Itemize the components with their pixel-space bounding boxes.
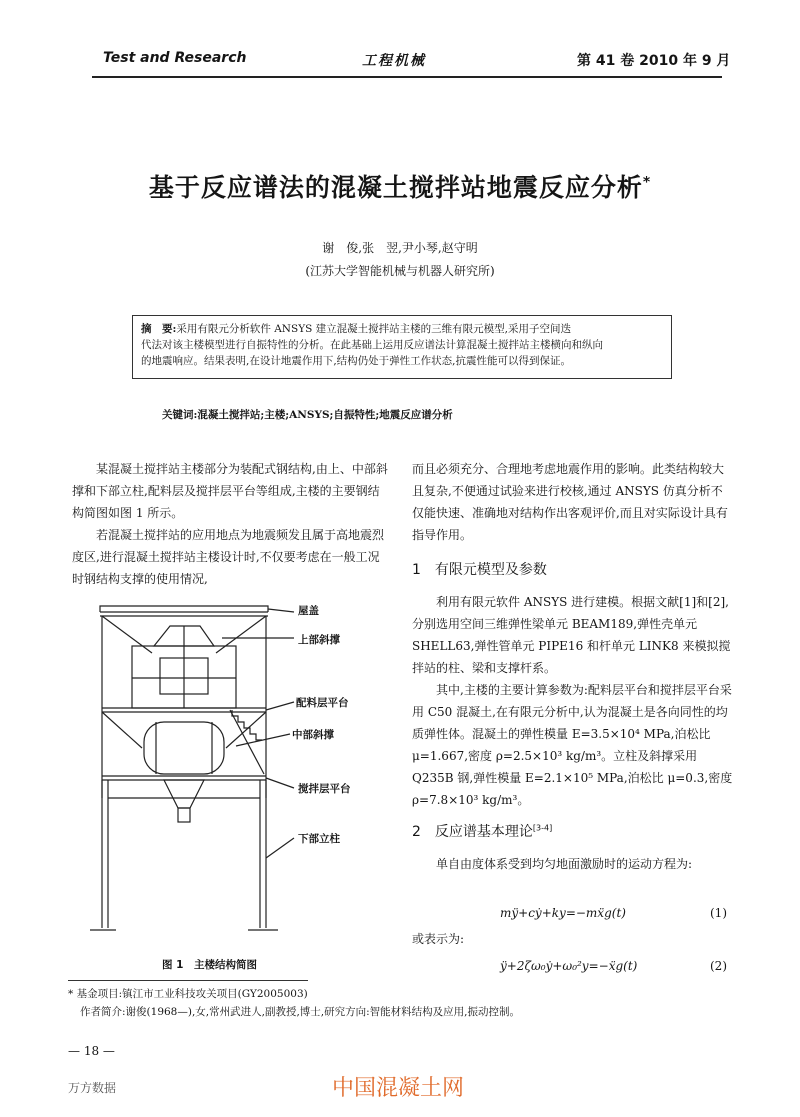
equation-1: mÿ+cẏ+ky=−mẍg(t) <box>500 906 626 920</box>
section-heading-1: 1 有限元模型及参数 <box>412 562 547 578</box>
watermark-wanfang: 万方数据 <box>68 1081 117 1095</box>
equation-2: ÿ+2ζω₀ẏ+ω₀²y=−ẍg(t) <box>500 959 638 973</box>
abstract-label: 摘 要: <box>141 323 177 335</box>
figure-caption: 图 1 主楼结构简图 <box>162 959 257 971</box>
paper-title <box>0 168 800 204</box>
footnote-funding: * 基金项目:镇江市工业科技攻关项目(GY2005003) <box>68 988 308 1000</box>
abstract-text-1: 采用有限元分析软件 ANSYS 建立混凝土搅拌站主楼的三维有限元模型,采用子空间迭 <box>176 323 571 335</box>
figure-callout-mixing-platform: 搅拌层平台 <box>298 783 351 795</box>
header-journal-name: 工程机械 <box>362 53 426 69</box>
watermark-concrete-net: 中国混凝土网 <box>332 1076 465 1101</box>
affiliation: (江苏大学智能机械与机器人研究所) <box>305 264 495 278</box>
footnote-author: 作者简介:谢俊(1968—),女,常州武进人,副教授,博士,研究方向:智能材料结构及应用,振动控制。 <box>80 1006 521 1018</box>
abstract-line-1 <box>141 321 663 337</box>
abstract-line-3: 的地震响应。结果表明,在设计地震作用下,结构仍处于弹性工作状态,抗震性能可以得到保证。 <box>141 355 572 367</box>
keywords-label: 关键词: <box>162 409 198 421</box>
figure-callout-upper-brace: 上部斜撑 <box>298 634 340 646</box>
page-number: — 18 — <box>68 1044 115 1058</box>
paragraph: 利用有限元软件 ANSYS 进行建模。根据文献[1]和[2],分别选用空间三维弹性梁单元 BEAM189,弹性壳单元 SHELL63,弹性管单元 PIPE16 和杆单元 LINK8 来模拟搅拌站的柱、梁和支撑杆系。 <box>412 595 731 675</box>
keywords-text: 混凝土搅拌站;主楼;ANSYS;自振特性;地震反应谱分析 <box>197 409 453 421</box>
figure-callout-middle-brace: 中部斜撑 <box>292 729 334 741</box>
paragraph: 而且必须充分、合理地考虑地震作用的影响。此类结构较大且复杂,不便通过试验来进行校核,通过 ANSYS 仿真分析不仅能快速、准确地对结构作出客观评价,而且对实际设计具有指导作用。 <box>412 462 728 542</box>
structure-diagram <box>72 598 392 943</box>
paragraph: 某混凝土搅拌站主楼部分为装配式钢结构,由上、中部斜撑和下部立柱,配料层及搅拌层平台等组成,主楼的主要钢结构简图如图 1 所示。 <box>72 462 388 520</box>
footnote-rule <box>68 980 308 981</box>
figure-callout-lower-column: 下部立柱 <box>298 833 340 845</box>
paragraph: 其中,主楼的主要计算参数为:配料层平台和搅拌层平台采用 C50 混凝土,在有限元分析中,认为混凝土是各向同性的均质弹性体。混凝土的弹性模量 E=3.5×10⁴ MPa,泊松比 μ=1.667,密度 ρ=2.5×10³ kg/m³。立柱及斜撑采用 Q235B 钢,弹性模量 E=2.1×10⁵ MPa,泊松比 μ=0.3,密度 ρ=7.8×10³ kg/m³。 <box>412 683 733 807</box>
figure-callout-roof: 屋盖 <box>298 605 319 617</box>
header-volume-date: 第 41 卷 2010 年 9 月 <box>577 53 731 69</box>
left-column-text <box>72 458 388 590</box>
or-expression-text: 或表示为: <box>412 932 465 946</box>
right-column-intro <box>412 458 734 546</box>
section-heading-2 <box>412 821 552 841</box>
abstract-box <box>132 315 672 379</box>
paragraph: 单自由度体系受到均匀地面激励时的运动方程为: <box>436 857 693 871</box>
abstract-line-2: 代法对该主楼模型进行自振特性的分析。在此基础上运用反应谱法计算混凝土搅拌站主楼横向和纵向 <box>141 339 603 351</box>
paper-title-text: 基于反应谱法的混凝土搅拌站地震反应分析 <box>148 173 643 202</box>
citation: [3-4] <box>532 823 553 833</box>
right-column-section-2 <box>412 853 734 875</box>
paragraph: 若混凝土搅拌站的应用地点为地震频发且属于高地震烈度区,进行混凝土搅拌站主楼设计时,不仅要考虑在一般工况时钢结构支撑的使用情况, <box>72 528 385 586</box>
right-column-section-1 <box>412 591 734 811</box>
header-journal-section: Test and Research <box>103 50 247 66</box>
equation-1-number: (1) <box>710 906 727 920</box>
title-footnote-mark: * <box>642 174 652 191</box>
author-list: 谢 俊,张 翌,尹小琴,赵守明 <box>322 241 478 255</box>
figure-1 <box>72 598 392 943</box>
figure-callout-batching-platform: 配料层平台 <box>296 697 349 709</box>
header-rule <box>92 76 722 78</box>
keywords <box>162 407 453 422</box>
equation-2-number: (2) <box>710 959 727 973</box>
section-heading-2-text: 2 反应谱基本理论 <box>412 824 533 840</box>
